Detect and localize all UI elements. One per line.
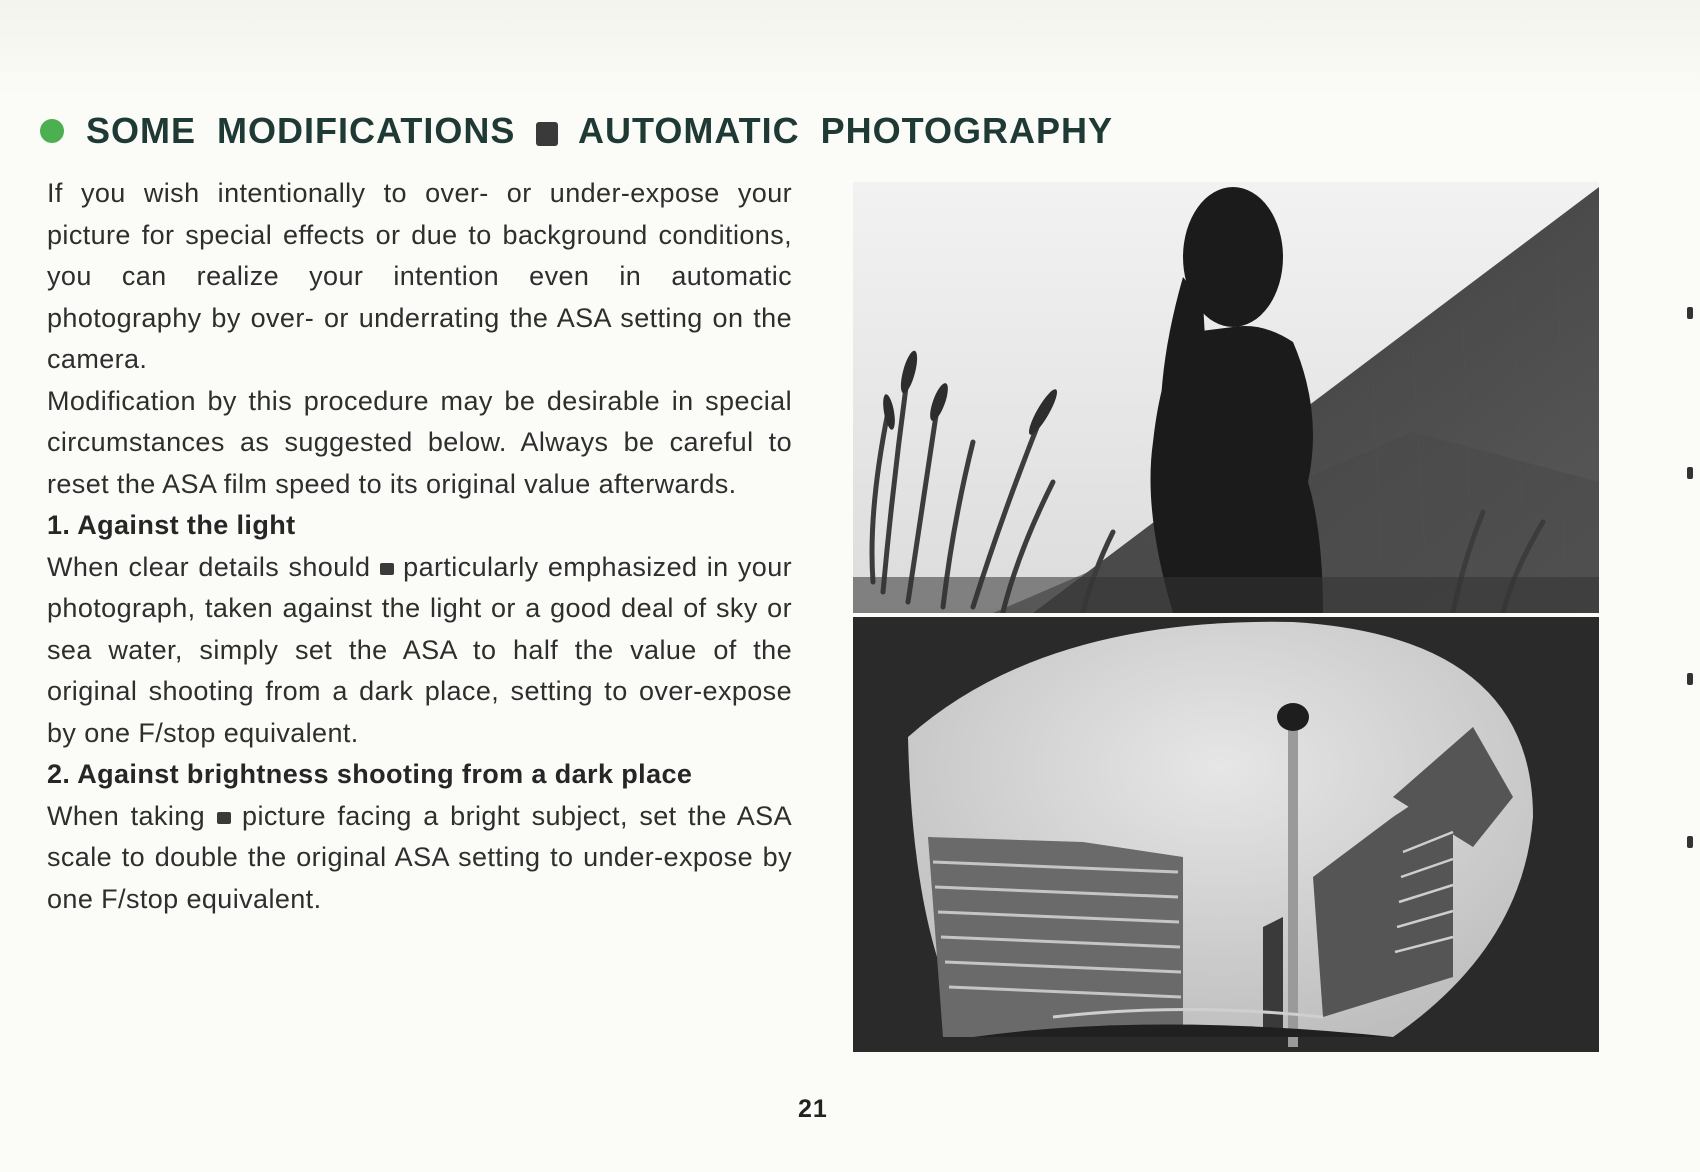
section-2-title: 2. Against brightness shooting from a dark place	[47, 759, 693, 789]
section-2-text-a: When taking	[47, 800, 206, 831]
procedure-paragraph: Modification by this procedure may be desirable in special circumstances as suggested below. Always be careful to reset the ASA film speed to its original value afterwards.	[47, 385, 792, 499]
section-2-text-b: picture facing a bright subject, set the ASA scale to double the original ASA setting to under-expose by one F/stop equivalent.	[47, 800, 792, 914]
heading-text	[86, 110, 1113, 152]
edge-mark	[1687, 836, 1693, 848]
body-text	[47, 173, 792, 920]
intro-paragraph: If you wish intentionally to over- or under-expose your picture for special effects or due to background conditions, you can realize your intention even in automatic photography by over- or underrating the ASA setting on the camera.	[47, 178, 792, 374]
backlit-woman-image	[853, 182, 1599, 613]
page-number: 21	[798, 1095, 828, 1123]
print-blot-icon	[380, 563, 394, 575]
page-top-shading	[0, 0, 1700, 95]
print-blot-icon	[217, 812, 231, 824]
green-bullet-icon	[40, 119, 64, 143]
section-2-paragraph	[47, 796, 792, 921]
print-blot-icon	[536, 122, 558, 146]
section-heading	[40, 106, 1113, 156]
fisheye-city-image	[853, 617, 1599, 1052]
photo-backlit-woman	[853, 182, 1599, 613]
photo-fisheye-city	[853, 617, 1599, 1052]
edge-mark	[1687, 673, 1693, 685]
edge-mark	[1687, 467, 1693, 479]
heading-part-1: SOME MODIFICATIONS	[86, 110, 516, 151]
heading-part-2: AUTOMATIC PHOTOGRAPHY	[578, 110, 1114, 151]
section-1-text-b: particularly emphasized in your photograph, taken against the light or a good deal of sky or sea water, simply set the ASA to half the value of the original shooting from a dark place, setting to over-expose by one F/stop equivalent.	[47, 551, 793, 748]
section-1-paragraph	[47, 547, 792, 755]
edge-mark	[1687, 307, 1693, 319]
section-1-text-a: When clear details should	[47, 551, 371, 582]
section-1-title: 1. Against the light	[47, 510, 296, 540]
